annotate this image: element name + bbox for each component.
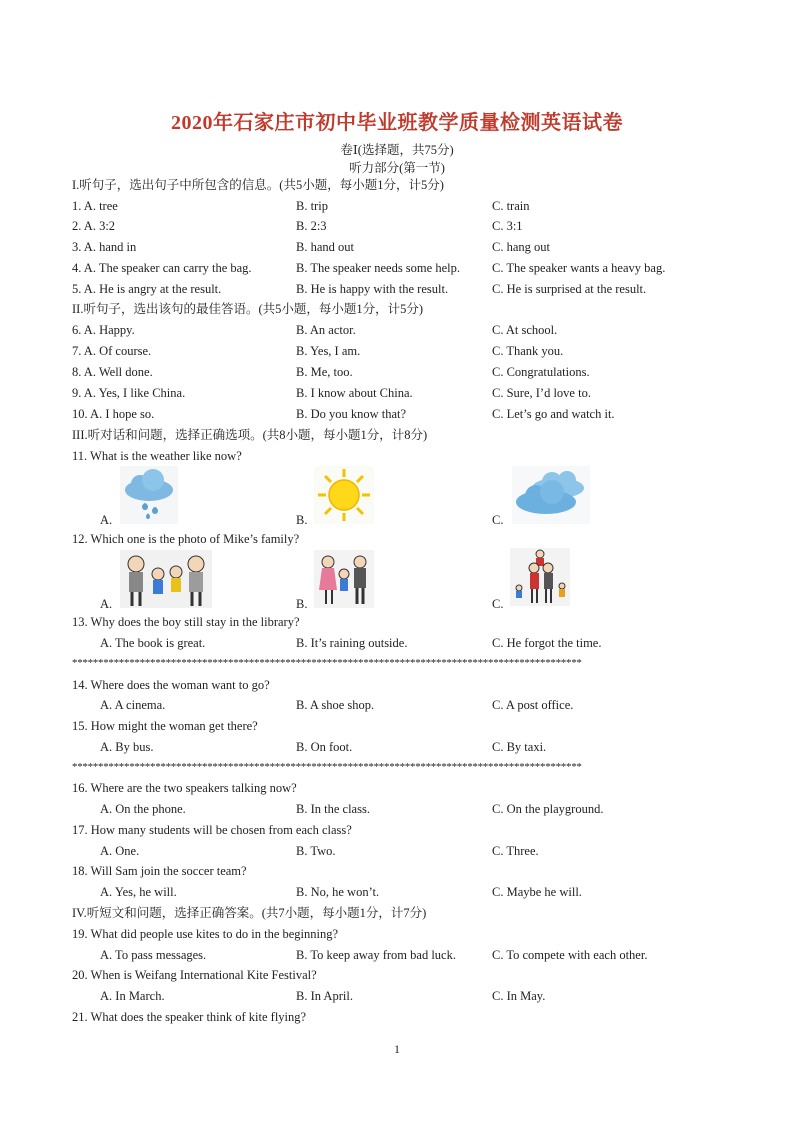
option-b[interactable]: B. Two. <box>296 844 336 858</box>
option-a[interactable]: 3. A. hand in <box>72 240 137 254</box>
option-a[interactable]: A. On the phone. <box>100 802 186 816</box>
option-b[interactable]: B. Yes, I am. <box>296 344 361 358</box>
option-c[interactable]: C. By taxi. <box>492 740 547 754</box>
option-c[interactable]: C. <box>492 466 632 526</box>
option-b[interactable]: B. I know about China. <box>296 386 413 400</box>
question-stem: 18. Will Sam join the soccer team? <box>72 864 247 878</box>
question-row <box>72 799 722 819</box>
option-a[interactable]: A. To pass messages. <box>100 948 207 962</box>
question-row <box>72 383 722 403</box>
question-row <box>72 841 722 861</box>
option-b[interactable]: B. No, he won’t. <box>296 885 380 899</box>
option-c[interactable]: C. At school. <box>492 323 558 337</box>
option-a[interactable]: A. <box>100 550 240 610</box>
question-stem: 14. Where does the woman want to go? <box>72 678 270 692</box>
option-b[interactable]: B. Me, too. <box>296 365 353 379</box>
option-c[interactable]: C. On the playground. <box>492 802 604 816</box>
option-c[interactable]: C. He is surprised at the result. <box>492 282 647 296</box>
option-c[interactable]: C. He forgot the time. <box>492 636 602 650</box>
option-a[interactable]: A. Yes, he will. <box>100 885 177 899</box>
question-row <box>72 986 722 1006</box>
page-title: 2020年石家庄市初中毕业班教学质量检测英语试卷 <box>171 112 623 134</box>
option-b[interactable]: B. It’s raining outside. <box>296 636 408 650</box>
option-c[interactable]: C. train <box>492 199 530 213</box>
question-stem: 13. Why does the boy still stay in the library? <box>72 615 300 629</box>
option-c[interactable]: C. Thank you. <box>492 344 564 358</box>
option-b[interactable]: B. A shoe shop. <box>296 698 375 712</box>
option-a[interactable]: 8. A. Well done. <box>72 365 153 379</box>
question-stem: 15. How might the woman get there? <box>72 719 258 733</box>
option-b[interactable]: B. trip <box>296 199 328 213</box>
section-heading: II.听句子，选出该句的最佳答语。(共5小题，每小题1分，计5分) <box>72 302 424 316</box>
section-heading: I.听句子，选出句子中所包含的信息。(共5小题，每小题1分，计5分) <box>72 178 444 192</box>
option-b[interactable]: B. An actor. <box>296 323 356 337</box>
question-row <box>72 362 722 382</box>
question-stem: 11. What is the weather like now? <box>72 449 242 463</box>
option-a[interactable]: 1. A. tree <box>72 199 118 213</box>
question-row <box>72 196 722 216</box>
question-row <box>72 320 722 340</box>
option-b[interactable]: B. 2:3 <box>296 219 327 233</box>
option-b[interactable]: B. On foot. <box>296 740 353 754</box>
option-a[interactable]: 6. A. Happy. <box>72 323 135 337</box>
section-heading: IV.听短文和问题，选择正确答案。(共7小题，每小题1分，计7分) <box>72 906 427 920</box>
family-photo-icon <box>314 550 374 608</box>
question-stem: 12. Which one is the photo of Mike’s family? <box>72 532 300 546</box>
question-row <box>72 633 722 653</box>
option-c[interactable]: C. Congratulations. <box>492 365 590 379</box>
clouds-icon <box>512 466 590 524</box>
option-b[interactable]: B. To keep away from bad luck. <box>296 948 456 962</box>
rain-cloud-icon <box>120 466 178 524</box>
sun-icon <box>314 466 374 524</box>
option-b[interactable]: B. <box>296 466 406 526</box>
question-row <box>72 695 722 715</box>
family-photo-icon <box>120 550 212 608</box>
option-b[interactable]: B. He is happy with the result. <box>296 282 449 296</box>
question-row <box>72 404 722 424</box>
option-b[interactable]: B. In the class. <box>296 802 370 816</box>
family-photo-icon <box>510 548 570 606</box>
option-c[interactable]: C. To compete with each other. <box>492 948 648 962</box>
option-a[interactable]: 2. A. 3:2 <box>72 219 116 233</box>
separator-line: ************************************************************************************************** <box>72 657 582 669</box>
option-c[interactable]: C. hang out <box>492 240 550 254</box>
paper-part-label: 卷Ⅰ(选择题，共75分) <box>340 143 454 157</box>
option-a[interactable]: A. One. <box>100 844 140 858</box>
question-row <box>72 882 722 902</box>
option-c[interactable]: C. Let’s go and watch it. <box>492 407 615 421</box>
question-row <box>72 237 722 257</box>
option-a[interactable]: 10. A. I hope so. <box>72 407 155 421</box>
picture-options-family <box>72 550 722 610</box>
question-stem: 20. When is Weifang International Kite Festival? <box>72 968 317 982</box>
option-b[interactable]: B. Do you know that? <box>296 407 407 421</box>
option-a[interactable]: 5. A. He is angry at the result. <box>72 282 222 296</box>
option-b[interactable]: B. The speaker needs some help. <box>296 261 460 275</box>
option-b[interactable]: B. <box>296 550 436 610</box>
option-b[interactable]: B. In April. <box>296 989 353 1003</box>
option-a[interactable]: A. A cinema. <box>100 698 166 712</box>
question-row <box>72 341 722 361</box>
option-a[interactable]: A. <box>100 466 210 526</box>
page-number: 1 <box>394 1042 400 1056</box>
section-heading: III.听对话和问题，选择正确选项。(共8小题，每小题1分，计8分) <box>72 428 428 442</box>
option-c[interactable]: C. Sure, I’d love to. <box>492 386 591 400</box>
option-c[interactable]: C. 3:1 <box>492 219 523 233</box>
option-c[interactable]: C. In May. <box>492 989 546 1003</box>
option-a[interactable]: 7. A. Of course. <box>72 344 152 358</box>
separator-line: ************************************************************************************************** <box>72 761 582 773</box>
question-row <box>72 279 722 299</box>
question-row <box>72 216 722 236</box>
option-c[interactable]: C. Maybe he will. <box>492 885 582 899</box>
picture-options-weather <box>72 466 722 526</box>
option-c[interactable]: C. The speaker wants a heavy bag. <box>492 261 666 275</box>
option-a[interactable]: 9. A. Yes, I like China. <box>72 386 186 400</box>
option-b[interactable]: B. hand out <box>296 240 354 254</box>
question-stem: 17. How many students will be chosen from each class? <box>72 823 352 837</box>
question-stem: 21. What does the speaker think of kite flying? <box>72 1010 307 1024</box>
option-c[interactable]: C. A post office. <box>492 698 574 712</box>
option-c[interactable]: C. Three. <box>492 844 539 858</box>
option-a[interactable]: 4. A. The speaker can carry the bag. <box>72 261 252 275</box>
listening-part-label: 听力部分(第一节) <box>349 161 445 175</box>
option-c[interactable]: C. <box>492 550 632 610</box>
question-stem: 16. Where are the two speakers talking now? <box>72 781 297 795</box>
option-a[interactable]: A. By bus. <box>100 740 154 754</box>
question-row <box>72 737 722 757</box>
question-row <box>72 945 722 965</box>
question-row <box>72 258 722 278</box>
option-a[interactable]: A. In March. <box>100 989 165 1003</box>
option-a[interactable]: A. The book is great. <box>100 636 206 650</box>
question-stem: 19. What did people use kites to do in the beginning? <box>72 927 339 941</box>
